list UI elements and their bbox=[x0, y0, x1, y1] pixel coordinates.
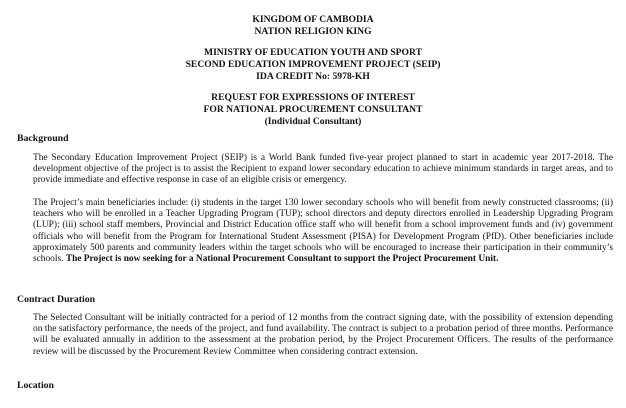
header-request: REQUEST FOR EXPRESSIONS OF INTEREST bbox=[211, 92, 415, 103]
header-position: FOR NATIONAL PROCUREMENT CONSULTANT bbox=[203, 104, 423, 115]
header-ministry: MINISTRY OF EDUCATION YOUTH AND SPORT bbox=[204, 47, 422, 58]
background-paragraph-2-text: The Project’s main beneficiaries include: (i) students in the target 130 lower secondary schools who will benefit from newly constructed classrooms; (ii) teachers who will be enrolled in a Teacher Upgrading Program (TUP); school directors and deputy directors enrolled in Leadership Upgrading Program (LUP); (iii) school staff members, Provincial and District Education office staff who will benefit from a school improvement funds and (iv) government officials who will benefit from the Program for International Student Assessment (PISA) for Development Program (PfD). Other beneficiaries include approximately 500 parents and community leaders within the target schools who will be encouraged to increase their participation in their community’s schools. bbox=[33, 198, 613, 265]
header-credit: IDA CREDIT No: 5978-KH bbox=[256, 71, 370, 82]
header-consultant-type: (Individual Consultant) bbox=[264, 116, 362, 127]
header-motto: NATION RELIGION KING bbox=[254, 26, 372, 37]
section-title-background: Background bbox=[17, 133, 69, 144]
header-kingdom: KINGDOM OF CAMBODIA bbox=[252, 14, 374, 25]
section-title-contract-duration: Contract Duration bbox=[17, 294, 96, 305]
background-paragraph-2 bbox=[33, 198, 613, 265]
background-paragraph-2-bold: The Project is now seeking for a National Procurement Consultant to support the Project Procurement Unit. bbox=[65, 254, 499, 265]
contract-paragraph: The Selected Consultant will be initially contracted for a period of 12 months from the contract signing date, with the possibility of extension depending on the satisfactory performance, the needs of the project, and fund availability. The contract is subject to a probation period of three months. Performance will be evaluated annually in addition to the assessment at the probation period, by the Project Procurement Officers. The results of the performance review will be discussed by the Procurement Review Committee when considering contract extension. bbox=[33, 313, 613, 357]
section-title-location: Location bbox=[17, 380, 55, 391]
background-paragraph-1: The Secondary Education Improvement Project (SEIP) is a World Bank funded five-year project planned to start in academic year 2017-2018. The development objective of the project is to assist the Recipient to expand lower secondary education to achieve minimum standards in target areas, and to provide immediate and effective response in case of an eligible crisis or emergency. bbox=[33, 153, 613, 186]
header-project: SECOND EDUCATION IMPROVEMENT PROJECT (SEIP) bbox=[185, 59, 441, 70]
